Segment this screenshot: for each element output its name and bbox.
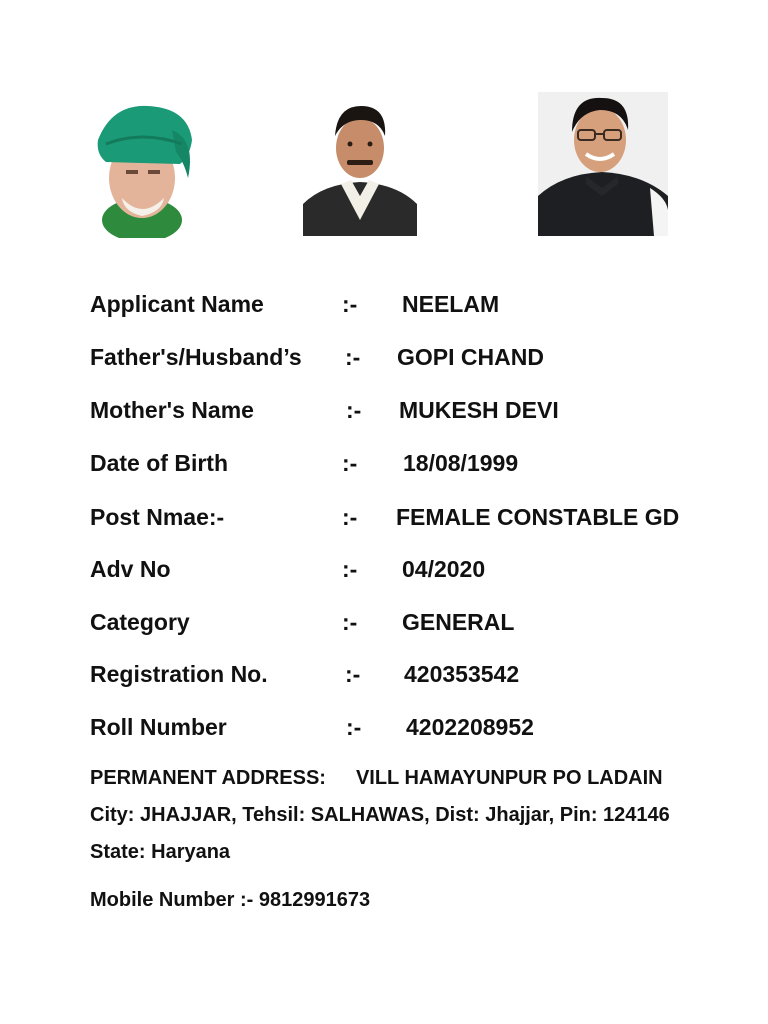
category-separator: :-	[342, 609, 358, 635]
adv-no-label: Adv No	[90, 556, 171, 582]
date-of-birth-label: Date of Birth	[90, 450, 228, 476]
roll-number-label: Roll Number	[90, 714, 227, 740]
registration-no-label: Registration No.	[90, 661, 268, 687]
permanent-address-label: PERMANENT ADDRESS:	[90, 767, 326, 789]
father-husband-label: Father's/Husband’s	[90, 344, 302, 370]
applicant-name-value: NEELAM	[402, 291, 500, 317]
post-name-separator: :-	[342, 504, 358, 530]
leader-photo-3	[538, 92, 668, 236]
mobile-number: Mobile Number :- 9812991673	[90, 889, 371, 911]
portrait-3-image	[538, 92, 668, 236]
father-husband-separator: :-	[345, 344, 361, 370]
roll-number-separator: :-	[346, 714, 362, 740]
date-of-birth-separator: :-	[342, 450, 358, 476]
leader-photo-1	[92, 100, 198, 238]
registration-no-separator: :-	[345, 661, 361, 687]
post-name-label: Post Nmae:-	[90, 504, 225, 530]
mother-name-label: Mother's Name	[90, 397, 254, 423]
category-value: GENERAL	[402, 609, 515, 635]
applicant-name-separator: :-	[342, 291, 358, 317]
registration-no-value: 420353542	[404, 661, 520, 687]
adv-no-separator: :-	[342, 556, 358, 582]
date-of-birth-value: 18/08/1999	[403, 450, 519, 476]
permanent-address-value: VILL HAMAYUNPUR PO LADAIN City: JHAJJAR, Tehsil: SALHAWAS, Dist: Jhajjar, Pin: 124146 State: Haryana	[90, 767, 670, 863]
post-name-value: FEMALE CONSTABLE GD	[396, 504, 680, 530]
permanent-address-block	[90, 760, 690, 871]
mother-name-separator: :-	[346, 397, 362, 423]
mother-name-value: MUKESH DEVI	[399, 397, 559, 423]
adv-no-value: 04/2020	[402, 556, 486, 582]
category-label: Category	[90, 609, 190, 635]
leader-photo-2	[303, 96, 417, 236]
father-husband-value: GOPI CHAND	[397, 344, 544, 370]
applicant-name-label: Applicant Name	[90, 291, 264, 317]
portrait-1-image	[92, 100, 198, 238]
portrait-2-image	[303, 96, 417, 236]
roll-number-value: 4202208952	[406, 714, 534, 740]
